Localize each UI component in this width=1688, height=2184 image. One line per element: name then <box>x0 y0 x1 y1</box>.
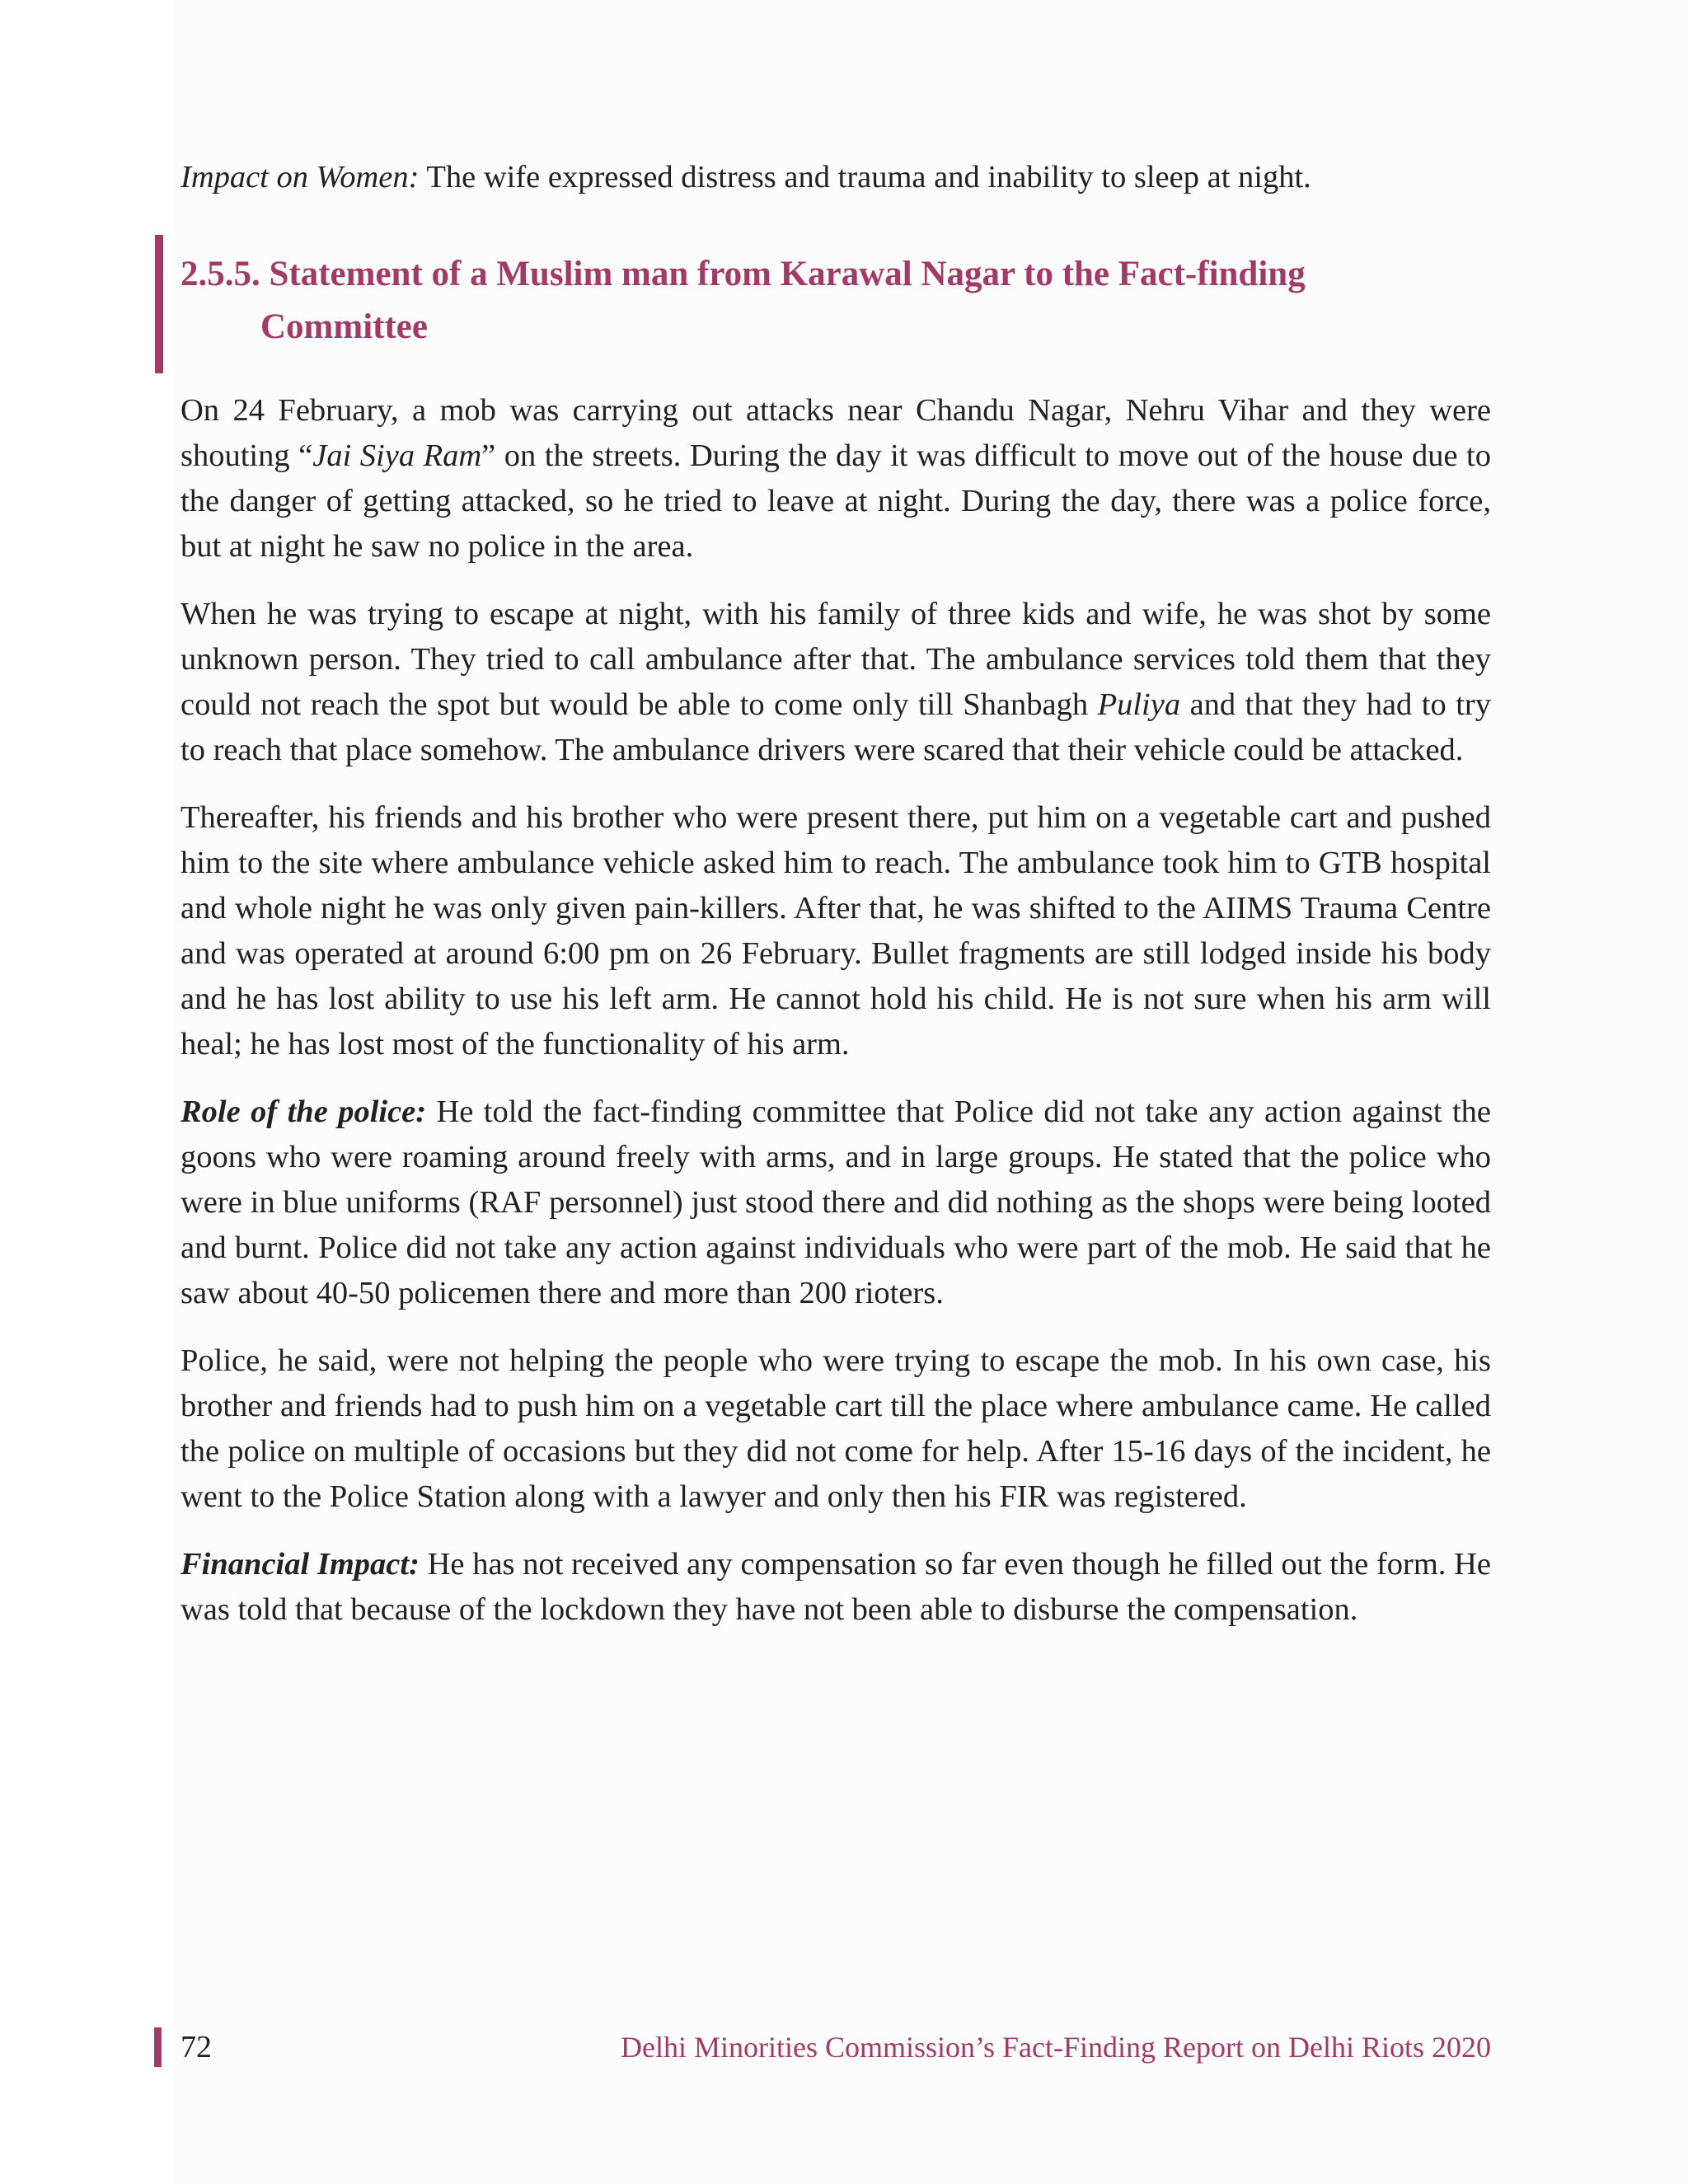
paragraph-text: On 24 February, a mob was carrying out attacks near Chandu Nagar, Nehru Vihar and they were shouting “ <box>181 393 1491 473</box>
paragraph-text: He has not received any compensation so far even though he filled out the form. He was told that because of the lockdown they have not been able to disburse the compensation. <box>181 1547 1492 1627</box>
page-content <box>181 155 1491 1655</box>
paragraph-hospital <box>181 795 1491 1067</box>
financial-impact-label: Financial Impact: <box>181 1547 420 1582</box>
paragraph-role-of-police <box>181 1090 1491 1316</box>
paragraph-text: When he was trying to escape at night, with his family of three kids and wife, he was shot by some unknown person. They tried to call ambulance after that. The ambulance services told them that they could not reach the spot but would be able to come only till Shanbagh <box>181 597 1491 722</box>
section-heading <box>181 248 1491 354</box>
paragraph-text: Police, he said, were not helping the people who were trying to escape the mob. In his own case, his brother and friends had to push him on a vegetable cart till the place where ambulance came. He called the police on multiple of occasions but they did not come for help. After 15-16 days of the incident, he went to the Police Station along with a lawyer and only then his FIR was registered. <box>181 1343 1491 1514</box>
paragraph-financial-impact <box>181 1542 1491 1633</box>
role-of-police-label: Role of the police: <box>181 1094 427 1129</box>
impact-on-women-text: The wife expressed distress and trauma and inability to sleep at night. <box>419 160 1311 194</box>
paragraph-police-not-helping <box>181 1338 1491 1520</box>
page-footer <box>154 2026 1491 2069</box>
heading-accent-bar <box>155 235 163 373</box>
paragraph-text: and that they had to try to reach that place somehow. The ambulance drivers were scared that their vehicle could be attacked. <box>181 687 1492 767</box>
italic-phrase: Jai Siya Ram <box>312 438 482 473</box>
paragraph-text: Thereafter, his friends and his brother who were present there, put him on a vegetable cart and pushed him to the site where ambulance vehicle asked him to reach. The ambulance took him to GTB hospital and whole night he was only given pain-killers. After that, he was shifted to the AIIMS Trauma Centre and was operated at around 6:00 pm on 26 February. Bullet fragments are still lodged inside his body and he has lost ability to use his left arm. He cannot hold his child. He is not sure when his arm will heal; he has lost most of the functionality of his arm. <box>181 800 1491 1062</box>
impact-on-women-paragraph <box>181 155 1491 200</box>
italic-phrase: Puliya <box>1097 687 1181 722</box>
paragraph-mob-attacks <box>181 388 1491 569</box>
footer-accent-bar <box>154 2027 162 2067</box>
section-heading-line-1: 2.5.5. Statement of a Muslim man from Karawal Nagar to the Fact-finding <box>181 255 1306 293</box>
running-title: Delhi Minorities Commission’s Fact-Finding Report on Delhi Riots 2020 <box>620 2031 1491 2064</box>
paragraph-escape-attempt <box>181 592 1491 773</box>
section-heading-line-2: Committee <box>260 307 428 346</box>
paragraph-text: He told the fact-finding committee that Police did not take any action against the goons who were roaming around freely with arms, and in large groups. He stated that the police who were in blue uniforms (RAF personnel) just stood there and did nothing as the shops were being looted and burnt. Police did not take any action against individuals who were part of the mob. He said that he saw about 40-50 policemen there and more than 200 rioters. <box>181 1094 1491 1310</box>
impact-on-women-label: Impact on Women: <box>181 160 420 194</box>
paragraph-text: ” on the streets. During the day it was difficult to move out of the house due to the danger of getting attacked, so he tried to leave at night. During the day, there was a police force, but at night he saw no police in the area. <box>181 438 1492 564</box>
page-number: 72 <box>181 2030 212 2064</box>
